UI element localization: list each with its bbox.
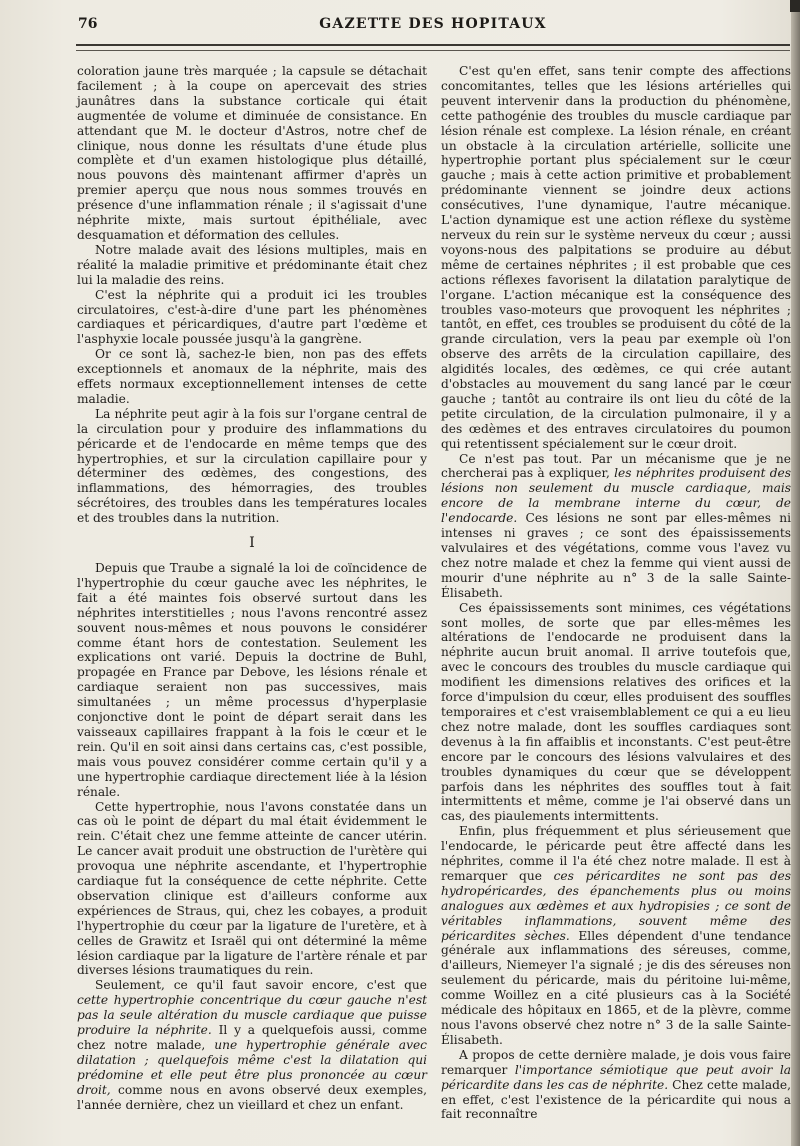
italic-run: une hypertrophie générale avec dilatation ; quelquefois même c'est la dilatation qui prédomine et elle peut être plus prononcée au cœur droit, [77, 1038, 427, 1097]
paragraph [441, 1048, 791, 1123]
italic-run: ces péricardites ne sont pas des hydropéricardes, des épanchements plus ou moins analogues aux œdèmes et aux hydropisies ; ce sont de véritables inflammations, souvent même des péricardites sèches. [441, 868, 792, 943]
italic-run: les néphrites produisent des lésions non seulement du muscle cardiaque, mais encore de la membrane interne du cœur, de l'endocarde. [441, 466, 791, 526]
text-run: Il y a quelquefois aussi, comme chez notre malade, [77, 1023, 427, 1052]
text-run: A propos de cette dernière malade, je dois vous faire remarquer [441, 1047, 791, 1077]
page-corner [790, 0, 800, 12]
text-run: Ces lésions ne sont par elles-mêmes ni intenses ni graves ; ce sont des épaississements valvulaires et des végétations, comme vous l'avez vu chez notre malade et chez la femme qui vient aussi de mourir d'une néphrite au n° 3 de la salle Sainte-Élisabeth. [441, 511, 791, 600]
page-number: 76 [78, 16, 98, 32]
paragraph: La néphrite peut agir à la fois sur l'organe central de la circulation pour y produire des inflammations du péricarde et de l'endocarde en même temps que des hypertrophies, et sur la circulation capillaire pour y déterminer des œdèmes, des congestions, des inflammations, des hémorragies, des troubles sécrétoires, des troubles dans les températures locales et des troubles dans la nutrition. [77, 406, 427, 526]
paragraph [441, 452, 791, 601]
paragraph: Or ce sont là, sachez-le bien, non pas des effets exceptionnels et anomaux de la néphrite, mais des effets normaux exceptionnellement intenses de cette maladie. [77, 347, 427, 406]
page-header [76, 16, 790, 40]
text-run: Ce n'est pas tout. Par un mécanisme que je ne chercherai pas à expliquer, [441, 451, 791, 481]
header-rule-thin [76, 50, 790, 51]
text-run: Seulement, ce qu'il faut savoir encore, c'est que [95, 978, 427, 993]
paragraph: coloration jaune très marquée ; la capsule se détachait facilement ; à la coupe on apercevait des stries jaunâtres dans la substance corticale qui était augmentée de volume et diminuée de consistance. En attendant que M. le docteur d'Astros, notre chef de clinique, nous donne les résultats d'une étude plus complète et d'un examen histologique plus détaillé, nous pouvons dès maintenant affirmer d'après un premier aperçu que nous nous sommes trouvés en présence d'une inflammation rénale ; il s'agissait d'une néphrite mixte, mais surtout épithéliale, avec desquamation et déformation des cellules. [77, 64, 427, 242]
paragraph: Cette hypertrophie, nous l'avons constatée dans un cas où le point de départ du mal était évidemment le rein. C'était chez une femme atteinte de cancer utérin. Le cancer avait produit une obstruction de l'urètère qui provoqua une néphrite ascendante, et l'hypertrophie cardiaque fut la conséquence de cette néphrite. Cette observation clinique est d'ailleurs conforme aux expériences de Straus, qui, chez les cobayes, a produit l'hypertrophie du cœur par la ligature de l'uretère, et à celles de Grawitz et Israël qui ont déterminé la même lésion cardiaque par la ligature de l'artère rénale et par diverses lésions traumatiques du rein. [77, 799, 427, 978]
text-run: comme nous en avons observé deux exemples, l'année dernière, chez un vieillard et chez un enfant. [77, 1082, 427, 1112]
section-numeral: I [249, 535, 255, 552]
text-run: Enfin, plus fréquemment et plus sérieusement que l'endocarde, le péricarde peut être affecté dans les néphrites, comme il l'a été chez notre malade. Il est à remarquer que [441, 824, 791, 883]
paragraph [77, 978, 427, 1112]
running-title: GAZETTE DES HOPITAUX [319, 16, 547, 32]
right-column [441, 64, 791, 1122]
header-rule-thick [76, 44, 790, 46]
paragraph: Notre malade avait des lésions multiples, mais en réalité la maladie primitive et prédominante était chez lui la maladie des reins. [77, 242, 427, 287]
paragraph: C'est la néphrite qui a produit ici les troubles circulatoires, c'est-à-dire d'une part les phénomènes cardiaques et péricardiques, d'autre part l'œdème et l'asphyxie locale poussée jusqu'à la gangrène. [77, 287, 427, 347]
paragraph [441, 824, 791, 1048]
text-run: Chez cette malade, en effet, c'est l'existence de la péricardite qui nous a fait reconnaître [441, 1077, 792, 1122]
left-column [77, 64, 427, 1113]
paragraph: Ces épaississements sont minimes, ces végétations sont molles, de sorte que par elles-mêmes les altérations de l'endocarde ne produisent dans la néphrite aucun bruit anomal. Il arrive toutefois que, avec le concours des troubles du muscle cardiaque qui modifient les dimensions relatives des orifices et la force d'impulsion du cœur, elles produisent des souffles temporaires et c'est vraisemblablement ce qui a eu lieu chez notre malade, dont les souffles cardiaques sont devenus à la fin affaiblis et inconstants. C'est peut-être encore par le concours des lésions valvulaires et des troubles dynamiques du cœur que se développent parfois dans les néphrites des souffles tout à fait intermittents et même, comme je l'ai observé dans un cas, des piaulements intermittents. [441, 600, 791, 824]
italic-run: cette hypertrophie concentrique du cœur gauche n'est pas la seule altération du muscle cardiaque que puisse produire la néphrite. [77, 993, 427, 1038]
paragraph: C'est qu'en effet, sans tenir compte des affections concomitantes, telles que les lésions artérielles qui peuvent intervenir dans la production du phénomène, cette pathogénie des troubles du muscle cardiaque par lésion rénale est complexe. La lésion rénale, en créant un obstacle à la circulation artérielle, sollicite une hypertrophie portant plus spécialement sur le cœur gauche ; mais à cette action primitive et probablement prédominante viennent se joindre deux actions consécutives, l'une dynamique, l'autre mécanique. L'action dynamique est une action réflexe du système nerveux du rein sur le système nerveux du cœur ; aussi voyons-nous des palpitations se produire au début même de certaines néphrites ; il est probable que ces actions réflexes favorisent la dilatation paralytique de l'organe. L'action mécanique est la conséquence des troubles vaso-moteurs que provoquent les néphrites ; tantôt, en effet, ces troubles se produisent du côté de la grande circulation, vers la peau par exemple où l'on observe des arrêts de la circulation capillaire, des algidités locales, des œdèmes, ce qui crée autant d'obstacles au mouvement du sang lancé par le cœur gauche ; tantôt au contraire ils ont lieu du côté de la petite circulation, de la circulation pulmonaire, il y a des œdèmes et des entraves circulatoires du poumon qui retentissent spécialement sur le cœur droit. [441, 64, 791, 451]
page-edge-shadow [791, 0, 800, 1146]
paragraph: Depuis que Traube a signalé la loi de coïncidence de l'hypertrophie du cœur gauche avec les néphrites, le fait a été maintes fois observé surtout dans les néphrites interstitielles ; nous l'avons rencontré assez souvent nous-mêmes et nous pouvons le considérer comme étant hors de contestation. Seulement les explications ont varié. Depuis la doctrine de Buhl, propagée en France par Debove, les lésions rénale et cardiaque seraient non pas successives, mais simultanées ; un même processus d'hyperplasie conjonctive dont le point de départ serait dans les vaisseaux capillaires frappant à la fois le cœur et le rein. Qu'il en soit ainsi dans certains cas, c'est possible, mais vous pouvez considérer comme certain qu'il y a une hypertrophie cardiaque directement liée à la lésion rénale. [77, 561, 427, 799]
text-run: Elles dépendent d'une tendance générale aux inflammations des séreuses, comme, d'ailleurs, Niemeyer l'a signalé ; je dis des séreuses non seulement du péricarde, mais du péritoine lui-même, comme Woillez en a cité plusieurs cas à la Société médicale des hôpitaux en 1865, et de la plèvre, comme nous l'avons observé chez notre n° 3 de la salle Sainte-Élisabeth. [441, 928, 791, 1047]
italic-run: l'importance sémiotique que peut avoir la péricardite dans les cas de néphrite. [441, 1062, 791, 1092]
